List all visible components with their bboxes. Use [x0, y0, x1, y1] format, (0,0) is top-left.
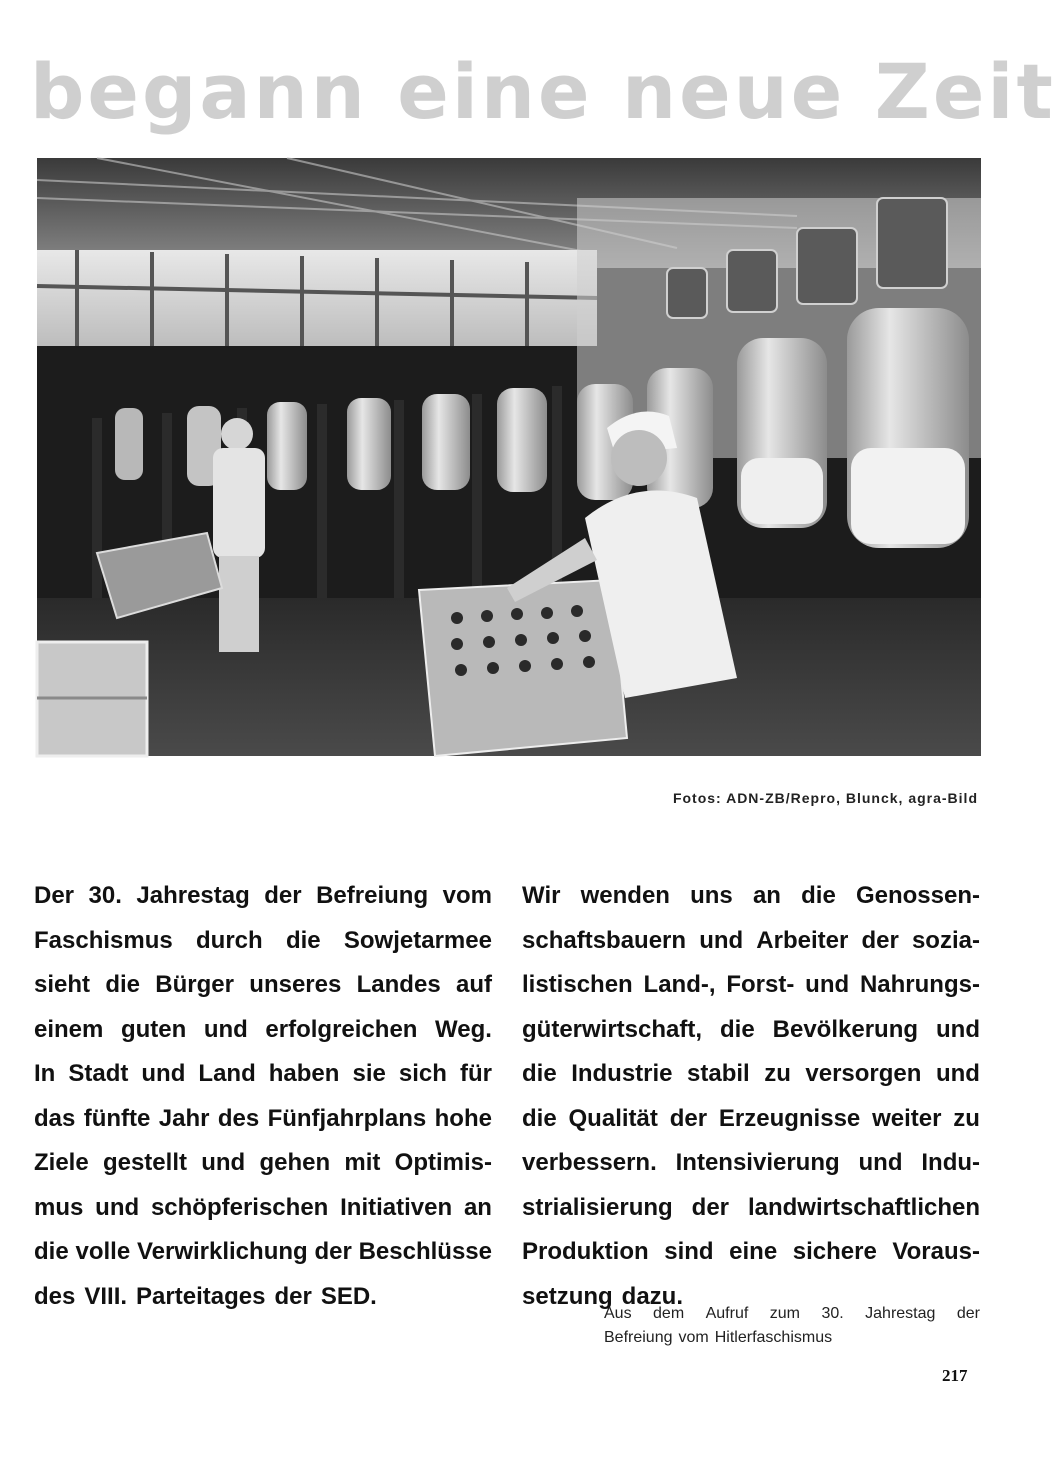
text-line: In Stadt und Land haben sie sich für: [34, 1060, 492, 1087]
text-line: sieht die Bürger unseres Landes auf: [34, 971, 492, 998]
photograph-milking-parlor: [37, 158, 981, 756]
text-line: die Qualität der Erzeugnisse weiter zu: [522, 1104, 980, 1132]
text-line: güterwirtschaft, die Bevölkerung und: [522, 1015, 980, 1043]
text-line: listischen Land-, Forst- und Nahrungs-: [522, 971, 980, 998]
text-line: einem guten und erfolgreichen Weg.: [34, 1015, 492, 1043]
text-line: strialisierung der landwirtschaftlichen: [522, 1193, 980, 1221]
text-line: Wir wenden uns an die Genossen-: [522, 882, 980, 909]
text-line: verbessern. Intensivierung und Indu-: [522, 1149, 980, 1176]
photo-credit: Fotos: ADN-ZB/Repro, Blunck, agra-Bild: [672, 790, 978, 806]
text-line: setzung dazu.: [522, 1282, 684, 1310]
text-line: Faschismus durch die Sowjetarmee: [34, 926, 492, 954]
steel-tank: [37, 642, 147, 756]
text-line: die volle Verwirklichung der Beschlüsse: [34, 1238, 492, 1265]
source-line: Aus dem Aufruf zum 30. Jahrestag der: [604, 1305, 980, 1322]
text-line: die Industrie stabil zu versorgen und: [522, 1060, 980, 1087]
worker-background: [213, 418, 265, 652]
text-line: Der 30. Jahrestag der Befreiung vom: [34, 882, 492, 909]
body-column-right: [522, 874, 980, 1319]
quote-source: [604, 1302, 980, 1350]
windows: [37, 250, 597, 346]
page-number: 217: [942, 1366, 968, 1385]
text-line: mus und schöpferischen Initiativen an: [34, 1193, 492, 1221]
text-line: des VIII. Parteitages der SED.: [34, 1282, 377, 1310]
headline: begann eine neue Zeit: [30, 47, 1056, 136]
text-line: schaftsbauern und Arbeiter der sozia-: [522, 926, 980, 954]
text-line: das fünfte Jahr des Fünfjahrplans hohe: [34, 1104, 492, 1132]
text-line: Produktion sind eine sichere Voraus-: [522, 1238, 980, 1265]
control-panel: [419, 580, 627, 756]
source-line: Befreiung vom Hitlerfaschismus: [604, 1329, 833, 1346]
body-column-left: [34, 874, 492, 1319]
text-line: Ziele gestellt und gehen mit Optimis-: [34, 1149, 492, 1176]
